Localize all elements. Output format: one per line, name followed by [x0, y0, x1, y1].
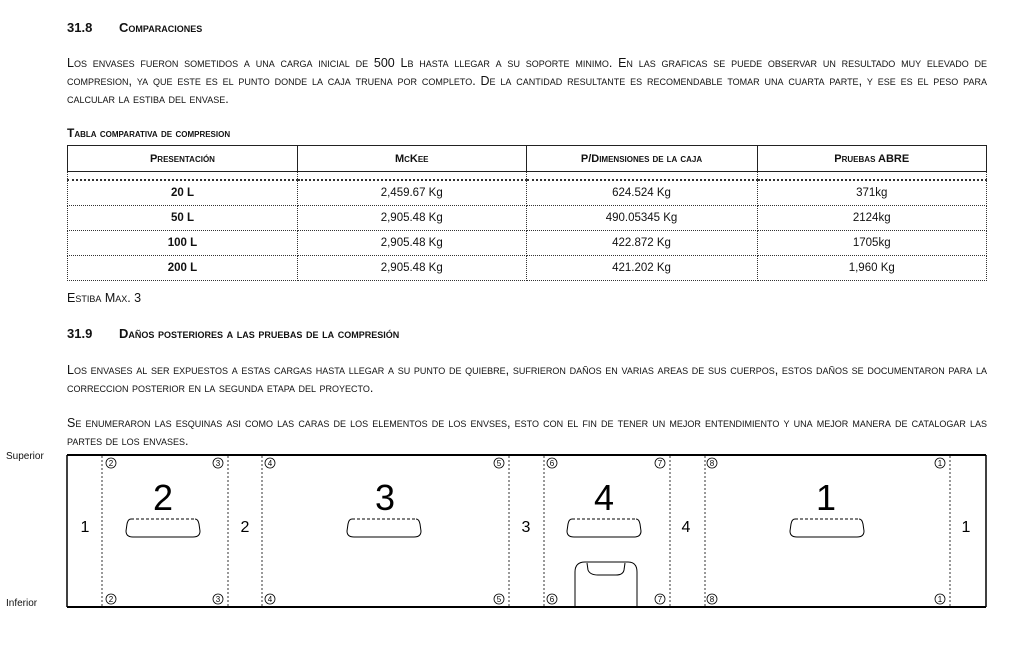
- edge-number: 1: [80, 519, 90, 536]
- face-number: 4: [593, 477, 615, 518]
- corner-number: 6: [549, 595, 555, 604]
- col-header-dimensiones: P/Dimensiones de la caja: [526, 146, 757, 172]
- cell-dim: 624.524 Kg: [526, 180, 757, 206]
- cell-pres: 20 L: [68, 180, 298, 206]
- corner-number: 1: [937, 595, 943, 604]
- label-inferior: Inferior: [6, 598, 38, 609]
- face-number: 3: [374, 477, 396, 518]
- corner-number: 8: [709, 459, 715, 468]
- corner-number: 7: [657, 595, 663, 604]
- col-header-mckee: McKee: [297, 146, 526, 172]
- section-title: Comparaciones: [119, 20, 203, 35]
- table-caption: Tabla comparativa de compresion: [67, 126, 231, 140]
- cell-pres: 100 L: [68, 231, 298, 256]
- corner-number: 4: [267, 459, 273, 468]
- edge-number: 3: [521, 519, 531, 536]
- corner-number: 2: [108, 459, 114, 468]
- col-header-pruebas: Pruebas ABRE: [757, 146, 987, 172]
- cell-dim: 421.202 Kg: [526, 256, 757, 281]
- corner-number: 1: [937, 459, 943, 468]
- corner-markers-bottom: [106, 594, 945, 604]
- corner-number: 8: [709, 595, 715, 604]
- paragraph-enumeracion: Se enumeraron las esquinas asi como las caras de los elementos de los envses, esto con el fin de tener un mejor entendimiento y una mejor manera de catalogar las partes de los envases.: [67, 416, 987, 448]
- corner-number: 7: [657, 459, 663, 468]
- cell-abre: 1,960 Kg: [757, 256, 987, 281]
- cell-pres: 50 L: [68, 206, 298, 231]
- cell-abre: 2124kg: [757, 206, 987, 231]
- edge-number: 1: [961, 519, 971, 536]
- cell-abre: 1705kg: [757, 231, 987, 256]
- stacking-note: Estiba Max. 3: [67, 291, 142, 305]
- corner-number: 3: [215, 459, 221, 468]
- section-number: 31.9: [67, 326, 93, 341]
- face-number: 2: [152, 477, 174, 518]
- label-superior: Superior: [6, 451, 44, 462]
- cell-pres: 200 L: [68, 256, 298, 281]
- corner-number: 2: [108, 595, 114, 604]
- cell-mckee: 2,459.67 Kg: [297, 180, 526, 206]
- paragraph-comparaciones: Los envases fueron sometidos a una carga inicial de 500 Lb hasta llegar a su soporte minimo. En las graficas se puede observar un resultado muy elevado de compresion, ya que este es el punto donde la caja truena por completo. De la cantidad resultante es recomendable tomar una cuarta parte, y ese es el peso para calcular la estiba del envase.: [67, 56, 987, 106]
- edge-number: 2: [240, 519, 250, 536]
- face-number: 1: [815, 477, 837, 518]
- corner-number: 5: [496, 459, 502, 468]
- section-number: 31.8: [67, 20, 93, 35]
- section-title: Daños posteriores a las pruebas de la compresión: [119, 326, 400, 341]
- cell-mckee: 2,905.48 Kg: [297, 206, 526, 231]
- cell-dim: 422.872 Kg: [526, 231, 757, 256]
- handle-shapes: [126, 519, 864, 606]
- corner-number: 5: [496, 595, 502, 604]
- corner-number: 4: [267, 595, 273, 604]
- corner-markers-top: [106, 458, 945, 468]
- paragraph-danos: Los envases al ser expuestos a estas cargas hasta llegar a su punto de quiebre, sufrieron daños en varias areas de sus cuerpos, estos daños se documentaron para la correccion posterior en la segunda etapa del proyecto.: [67, 363, 987, 395]
- cell-dim: 490.05345 Kg: [526, 206, 757, 231]
- cell-abre: 371kg: [757, 180, 987, 206]
- edge-number: 4: [681, 519, 691, 536]
- col-header-presentacion: Presentación: [68, 146, 298, 172]
- corner-number: 3: [215, 595, 221, 604]
- cell-mckee: 2,905.48 Kg: [297, 231, 526, 256]
- corner-number: 6: [549, 459, 555, 468]
- cell-mckee: 2,905.48 Kg: [297, 256, 526, 281]
